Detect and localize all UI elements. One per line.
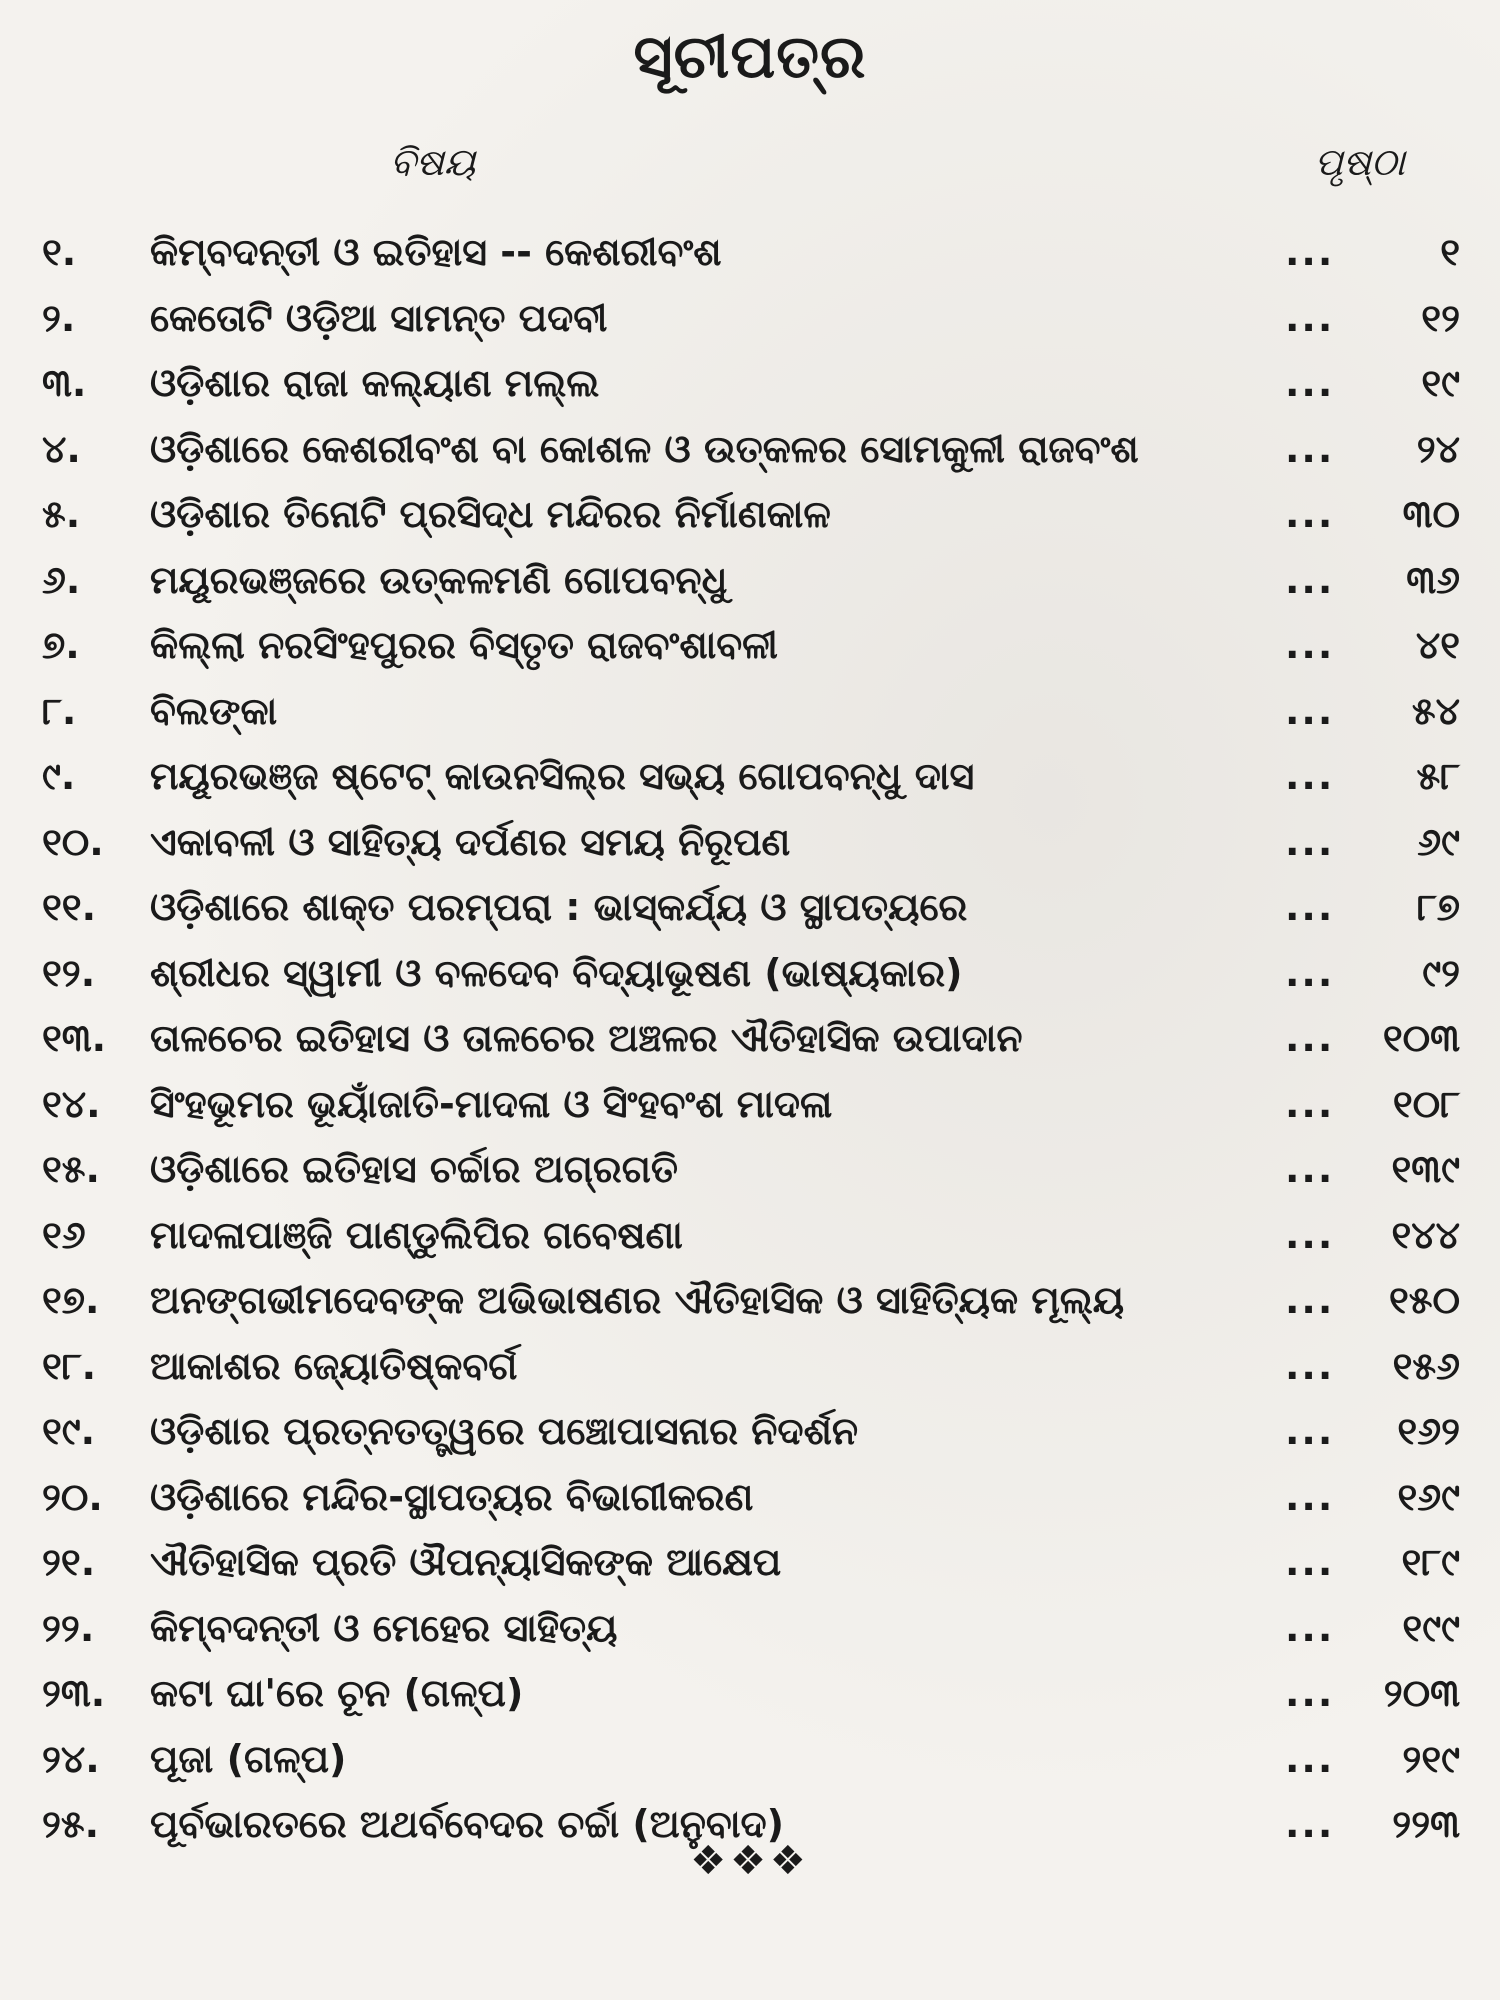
entry-page-number: ୫୪ xyxy=(1411,688,1460,733)
entry-subject: ଓଡ଼ିଶାର ତିନୋଟି ପ୍ରସିଦ୍ଧ ମନ୍ଦିରର ନିର୍ମାଣକାଳ xyxy=(150,492,831,536)
entry-number: ୧୧. xyxy=(42,885,97,929)
entry-subject: ଐତିହାସିକ ପ୍ରତି ଔପନ୍ୟାସିକଙ୍କ ଆକ୍ଷେପ xyxy=(150,1540,782,1584)
entry-number: ୧୪. xyxy=(42,1081,101,1126)
entry-page-number: ୧୨ xyxy=(1421,295,1460,340)
page-title: ସୂଚୀପତ୍ର xyxy=(633,22,867,92)
entry-leader-dots: ... xyxy=(1285,295,1335,340)
entry-leader-dots: ... xyxy=(1285,361,1335,405)
entry-page-number: ୧୫୬ xyxy=(1392,1343,1460,1388)
toc-entry xyxy=(0,875,1500,941)
table-of-contents xyxy=(0,220,1500,1858)
entry-leader-dots: ... xyxy=(1285,950,1335,995)
entry-subject: କେତୋଟି ଓଡ଼ିଆ ସାମନ୍ତ ପଦବୀ xyxy=(150,295,608,340)
entry-number: ୨୫. xyxy=(42,1802,100,1846)
entry-leader-dots: ... xyxy=(1285,623,1335,667)
toc-entry xyxy=(0,1727,1500,1793)
entry-subject: କିମ୍ବଦନ୍ତୀ ଓ ଇତିହାସ -- କେଶରୀବଂଶ xyxy=(150,230,722,274)
entry-number: ୧୯. xyxy=(42,1409,96,1453)
entry-number: ୧୨. xyxy=(42,950,96,995)
entry-leader-dots: ... xyxy=(1285,1081,1335,1126)
toc-entry xyxy=(0,548,1500,614)
toc-entry xyxy=(0,351,1500,417)
toc-entry xyxy=(0,286,1500,352)
entry-leader-dots: ... xyxy=(1285,1802,1335,1846)
entry-subject: ଓଡ଼ିଶାରେ ମନ୍ଦିର-ସ୍ଥାପତ୍ୟର ବିଭାଗୀକରଣ xyxy=(150,1474,754,1519)
entry-subject: କିମ୍ବଦନ୍ତୀ ଓ ମେହେର ସାହିତ୍ୟ xyxy=(150,1605,618,1650)
entry-leader-dots: ... xyxy=(1285,688,1335,733)
ornament-divider: ❖❖❖ xyxy=(690,1838,810,1884)
entry-subject: ଓଡ଼ିଶାରେ ଇତିହାସ ଚର୍ଚ୍ଚାର ଅଗ୍ରଗତି xyxy=(150,1147,678,1191)
toc-entry xyxy=(0,941,1500,1007)
entry-leader-dots: ... xyxy=(1285,1278,1335,1322)
entry-leader-dots: ... xyxy=(1285,1343,1335,1388)
entry-subject: ପୂର୍ବଭାରତରେ ଅଥର୍ବବେଦର ଚର୍ଚ୍ଚା (ଅନୁବାଦ) xyxy=(150,1802,785,1846)
entry-leader-dots: ... xyxy=(1285,1212,1335,1257)
entry-leader-dots: ... xyxy=(1285,492,1335,536)
entry-subject: ଓଡ଼ିଶାରେ ଶାକ୍ତ ପରମ୍ପରା : ଭାସ୍କର୍ଯ୍ୟ ଓ ସ୍ଥାପତ୍ୟରେ xyxy=(150,885,968,929)
column-header-page: ପୃଷ୍ଠା xyxy=(1314,140,1405,184)
entry-leader-dots: ... xyxy=(1285,1147,1335,1191)
entry-page-number: ୪୧ xyxy=(1415,623,1460,667)
entry-page-number: ୧୮୯ xyxy=(1401,1540,1460,1584)
entry-leader-dots: ... xyxy=(1285,819,1335,864)
entry-number: ୨୪. xyxy=(42,1736,100,1781)
toc-entry xyxy=(0,744,1500,810)
toc-entry xyxy=(0,1203,1500,1269)
entry-page-number: ୧୬୯ xyxy=(1397,1474,1460,1519)
entry-page-number: ୧୦୮ xyxy=(1392,1081,1460,1126)
entry-subject: କଟା ଘା'ରେ ଚୂନ (ଗଳ୍ପ) xyxy=(150,1671,524,1715)
toc-entry xyxy=(0,220,1500,286)
entry-page-number: ୧୬୨ xyxy=(1397,1409,1460,1453)
entry-number: ୧୬ xyxy=(42,1212,86,1257)
entry-number: ୧. xyxy=(42,230,77,274)
entry-leader-dots: ... xyxy=(1285,1605,1335,1650)
toc-entry xyxy=(0,417,1500,483)
entry-subject: ମାଦଳାପାଞ୍ଜି ପାଣ୍ଡୁଲିପିର ଗବେଷଣା xyxy=(150,1212,683,1257)
entry-page-number: ୧୫୦ xyxy=(1388,1278,1460,1322)
toc-entry xyxy=(0,1530,1500,1596)
entry-number: ୬. xyxy=(42,557,81,602)
entry-page-number: ୮୭ xyxy=(1416,885,1460,929)
entry-page-number: ୨୧୯ xyxy=(1402,1736,1460,1781)
entry-number: ୯. xyxy=(42,754,76,798)
entry-subject: ଓଡ଼ିଶାର ପ୍ରତ୍ନତତ୍ତ୍ୱରେ ପଞ୍ଚୋପାସନାର ନିଦର୍ଶନ xyxy=(150,1409,859,1453)
entry-subject: ସିଂହଭୂମର ଭୂୟାଁଜାତି-ମାଦଳା ଓ ସିଂହବଂଶ ମାଦଳା xyxy=(150,1081,833,1126)
entry-subject: ମୟୂରଭଞ୍ଜରେ ଉତ୍କଳମଣି ଗୋପବନ୍ଧୁ xyxy=(150,557,728,602)
entry-subject: ଆକାଶର ଜ୍ୟୋତିଷ୍କବର୍ଗ xyxy=(150,1343,518,1388)
entry-subject: ଓଡ଼ିଶାରେ କେଶରୀବଂଶ ବା କୋଶଳ ଓ ଉତ୍କଳର ସୋମକୁଳୀ ରାଜବଂଶ xyxy=(150,426,1139,471)
entry-page-number: ୯୨ xyxy=(1422,950,1460,995)
entry-number: ୧୦. xyxy=(42,819,104,864)
toc-entry xyxy=(0,1006,1500,1072)
entry-subject: ଅନଙ୍ଗଭୀମଦେବଙ୍କ ଅଭିଭାଷଣର ଐତିହାସିକ ଓ ସାହିତ୍ୟିକ ମୂଲ୍ୟ xyxy=(150,1278,1125,1322)
entry-page-number: ୨୨୩ xyxy=(1392,1802,1460,1846)
entry-leader-dots: ... xyxy=(1285,426,1335,471)
entry-subject: ଏକାବଳୀ ଓ ସାହିତ୍ୟ ଦର୍ପଣର ସମୟ ନିରୂପଣ xyxy=(150,819,791,864)
entry-subject: ଓଡ଼ିଶାର ରାଜା କଲ୍ୟାଣ ମଲ୍ଲ xyxy=(150,361,600,405)
toc-entry xyxy=(0,482,1500,548)
entry-page-number: ୧୦୩ xyxy=(1382,1016,1460,1060)
entry-leader-dots: ... xyxy=(1285,1540,1335,1584)
entry-leader-dots: ... xyxy=(1285,1474,1335,1519)
entry-number: ୧୭. xyxy=(42,1278,100,1322)
entry-page-number: ୧ xyxy=(1440,230,1460,274)
column-header-subject: ବିଷୟ xyxy=(390,140,476,184)
entry-page-number: ୨୪ xyxy=(1416,426,1460,471)
entry-number: ୪. xyxy=(42,426,81,471)
entry-number: ୨୧. xyxy=(42,1540,96,1584)
entry-page-number: ୩୦ xyxy=(1402,492,1460,536)
entry-number: ୨୩. xyxy=(42,1671,106,1715)
entry-number: ୭. xyxy=(42,623,80,667)
entry-leader-dots: ... xyxy=(1285,1736,1335,1781)
entry-subject: ମୟୂରଭଞ୍ଜ ଷ୍ଟେଟ୍ କାଉନସିଲ୍ର ସଭ୍ୟ ଗୋପବନ୍ଧୁ ଦାସ xyxy=(150,754,975,798)
entry-number: ୮. xyxy=(42,688,77,733)
entry-page-number: ୫୮ xyxy=(1416,754,1460,798)
toc-entry xyxy=(0,1137,1500,1203)
entry-number: ୨. xyxy=(42,295,76,340)
toc-entry xyxy=(0,613,1500,679)
entry-number: ୫. xyxy=(42,492,81,536)
entry-number: ୧୩. xyxy=(42,1016,107,1060)
entry-number: ୧୫. xyxy=(42,1147,100,1191)
toc-entry xyxy=(0,1334,1500,1400)
entry-leader-dots: ... xyxy=(1285,885,1335,929)
entry-leader-dots: ... xyxy=(1285,754,1335,798)
toc-entry xyxy=(0,810,1500,876)
entry-subject: ଶ୍ରୀଧର ସ୍ୱାମୀ ଓ ବଳଦେବ ବିଦ୍ୟାଭୂଷଣ (ଭାଷ୍ୟକାର) xyxy=(150,950,963,995)
entry-subject: ତାଳଚେର ଇତିହାସ ଓ ତାଳଚେର ଅଞ୍ଚଳର ଐତିହାସିକ ଉପାଦାନ xyxy=(150,1016,1023,1060)
toc-entry xyxy=(0,679,1500,745)
toc-entry xyxy=(0,1661,1500,1727)
entry-number: ୧୮. xyxy=(42,1343,97,1388)
entry-number: ୨୨. xyxy=(42,1605,95,1650)
entry-subject: କିଲ୍ଲା ନରସିଂହପୁରର ବିସ୍ତୃତ ରାଜବଂଶାବଳୀ xyxy=(150,623,778,667)
entry-page-number: ୨୦୩ xyxy=(1383,1671,1460,1715)
entry-page-number: ୧୪୪ xyxy=(1391,1212,1460,1257)
entry-leader-dots: ... xyxy=(1285,230,1335,274)
entry-page-number: ୬୯ xyxy=(1417,819,1460,864)
entry-leader-dots: ... xyxy=(1285,1016,1335,1060)
entry-page-number: ୧୯୯ xyxy=(1402,1605,1460,1650)
toc-entry xyxy=(0,1399,1500,1465)
toc-entry xyxy=(0,1072,1500,1138)
toc-entry xyxy=(0,1268,1500,1334)
entry-subject: ପୂଜା (ଗଳ୍ପ) xyxy=(150,1736,347,1781)
toc-entry xyxy=(0,1465,1500,1531)
toc-entry xyxy=(0,1596,1500,1662)
entry-page-number: ୧୯ xyxy=(1421,361,1460,405)
entry-page-number: ୧୩୯ xyxy=(1391,1147,1460,1191)
entry-page-number: ୩୬ xyxy=(1406,557,1460,602)
entry-number: ୨୦. xyxy=(42,1474,103,1519)
entry-leader-dots: ... xyxy=(1285,1409,1335,1453)
entry-leader-dots: ... xyxy=(1285,557,1335,602)
entry-number: ୩. xyxy=(42,361,87,405)
entry-subject: ବିଲଙ୍କା xyxy=(150,688,278,733)
entry-leader-dots: ... xyxy=(1285,1671,1335,1715)
